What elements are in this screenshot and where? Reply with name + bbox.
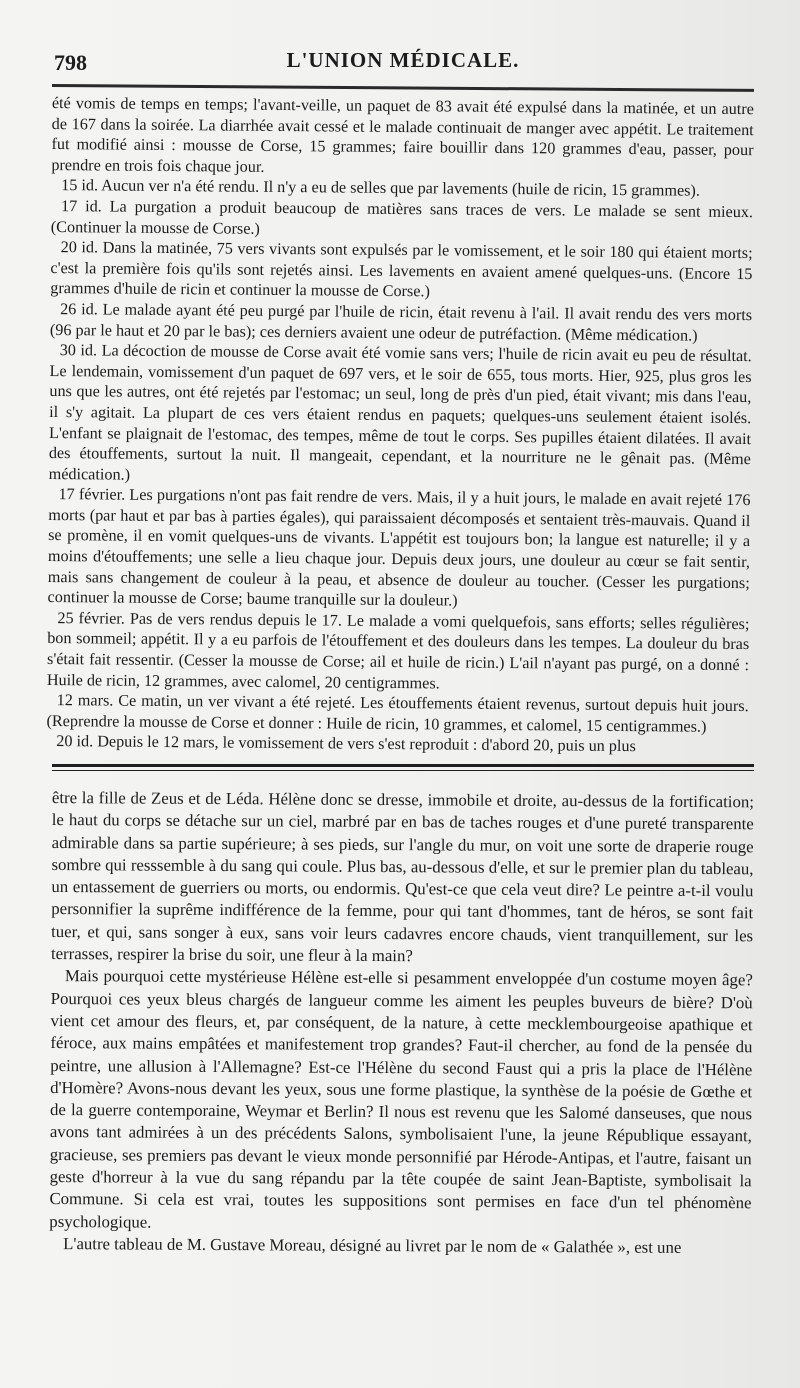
paragraph: L'autre tableau de M. Gustave Moreau, désigné au livret par le nom de « Galathée », est une [63,1234,682,1257]
section-separator [52,764,754,771]
paragraph: 26 id. Le malade ayant été peu purgé par l'huile de ricin, était revenu à l'ail. Il avait rendu des vers morts (96 par le haut et 20 par le bas); ces derniers avaient une odeur de putréfaction. (Même médication.) [49,300,753,345]
running-head: L'UNION MÉDICALE. [286,48,520,72]
paragraph: 15 id. Aucun ver n'a été rendu. Il n'y a eu de selles que par lavements (huile de ricin, 15 grammes). [61,176,700,201]
feuilleton-text [49,787,754,1260]
paragraph: 30 id. La décoction de mousse de Corse avait été vomie sans vers; l'huile de ricin avait eu peu de résultat. Le lendemain, vomissement d'un paquet de 697 vers, et le soir de 655, tous morts. Hier, 925, plus gros les uns que les autres, ont été rejetés par l'estomac; un seul, long de près d'un pied, était vivant; mis dans l'eau, il s'y agitait. La plupart de ces vers étaient rendus en paquets; quelques-uns seulement étaient isolés. L'enfant se plaignait de l'estomac, des tempes, même de tout le corps. Ses pupilles étaient dilatées. Il avait des étouffements, surtout la nuit. Il mangeait, cependant, et la nourriture ne le gênait pas. (Même médication.) [48,341,752,484]
header-rule [52,84,754,92]
page-number: 798 [54,50,87,75]
paragraph: été vomis de temps en temps; l'avant-veille, un paquet de 83 avait été expulsé dans la matinée, et un autre de 167 dans la soirée. La diarrhée avait cessé et le malade continuait de manger avec appétit. Le traitement fut modifié ainsi : mousse de Corse, 15 grammes; faire bouillir dans 120 grammes d'eau, passer, pour prendre en trois fois chaque jour. [51,93,754,176]
paragraph: 17 id. La purgation a produit beaucoup de matières sans traces de vers. Le malade se sent mieux. (Continuer la mousse de Corse.) [50,197,754,238]
page-header [52,46,754,84]
paragraph: Mais pourquoi cette mystérieuse Hélène est-elle si pesamment enveloppée d'un costume moyen âge? Pourquoi ces yeux bleus chargés de langueur comme les aiment les peuples buveurs de bière? D'où vient cet amour des fleurs, et, par conséquent, de la nature, à cette mecklembourgeoise apathique et féroce, aux mains empâtées et manifestement trop grandes? Faut-il chercher, au fond de la pensée du peintre, une allusion à l'Allemagne? Est-ce l'Hélène du second Faust qui a pris la place de l'Hélène d'Homère? Avons-nous devant les yeux, sous une forme plastique, la synthèse de la poésie de Gœthe et de la guerre contemporaine, Weymar et Berlin? Il nous est revenu que les Salomé danseuses, que nous avons tant admirées à un des précédents Salons, symbolisaient l'une, la jeune République essayant, gracieuse, ses premiers pas devant le vieux monde personnifié par Hérode-Antipas, et l'autre, faisant un geste d'horreur à la vue du sang répandu par la tête coupée de saint Jean-Baptiste, symbolisait la Commune. Si cela est vrai, toutes les suppositions sont permises en face d'un tel phénomène psychologique. [49,966,753,1232]
medical-case-notes [46,93,754,758]
paragraph: 12 mars. Ce matin, un ver vivant a été rejeté. Les étouffements étaient revenus, surtout depuis huit jours. (Reprendre la mousse de Corse et donner : Huile de ricin, 10 grammes, et calomel, 15 centigrammes.) [46,691,749,736]
paragraph: 17 février. Les purgations n'ont pas fait rendre de vers. Mais, il y a huit jours, le malade en avait rejeté 176 morts (par haut et par bas à parties égales), qui paraissaient décomposés et sentaient très-mauvais. Quand il se promène, il en vomit quelques-uns de vivants. L'appétit est toujours bon; la langue est naturelle; il y a moins d'étouffements; une selle a lieu chaque jour. Depuis deux jours, une douleur au cœur se fait sentir, mais sans changement de couleur à la peau, et absence de douleur au toucher. (Cesser les purgations; continuer la mousse de Corse; baume tranquille sur la douleur.) [47,485,751,610]
paragraph: être la fille de Zeus et de Léda. Hélène donc se dresse, immobile et droite, au-dessus de la fortification; le haut du corps se détache sur un ciel, marbré par en bas de taches rouges et d'une pureté transparente admirable dans sa partie supérieure; à ses pieds, sur l'angle du mur, on voit une sorte de draperie rouge sombre qui resssemble à du sang qui coule. Plus bas, au-dessous d'elle, et sur le premier plan du tableau, un entassement de guerriers ou morts, ou endormis. Qu'est-ce que cela veut dire? Le peintre a-t-il voulu personnifier la suprême indifférence de la femme, pour qui tant d'hommes, tant de héros, se sont fait tuer, et qui, sans songer à eux, sans voir leurs cadavres encore chauds, vient tranquillement, sur les terrasses, respirer la brise du soir, une fleur à la main? [50,788,754,966]
paragraph: 20 id. Dans la matinée, 75 vers vivants sont expulsés par le vomissement, et le soir 180 qui étaient morts; c'est la première fois qu'ils sont rejetés ainsi. Les lavements en avaient amené quelques-uns. (Encore 15 grammes d'huile de ricin et continuer la mousse de Corse.) [50,238,753,301]
paragraph: 25 février. Pas de vers rendus depuis le 17. Le malade a vomi quelquefois, sans efforts; selles régulières; bon sommeil; appétit. Il y a eu parfois de l'étouffement et des douleurs dans les tempes. La douleur du bras s'était fait ressentir. (Cesser la mousse de Corse; ail et huile de ricin.) L'ail n'ayant pas purgé, on a donné : Huile de ricin, 12 grammes, avec calomel, 20 centigrammes. [46,608,750,693]
paragraph: 20 id. Depuis le 12 mars, le vomissement de vers s'est reproduit : d'abord 20, puis un plus [56,732,636,756]
